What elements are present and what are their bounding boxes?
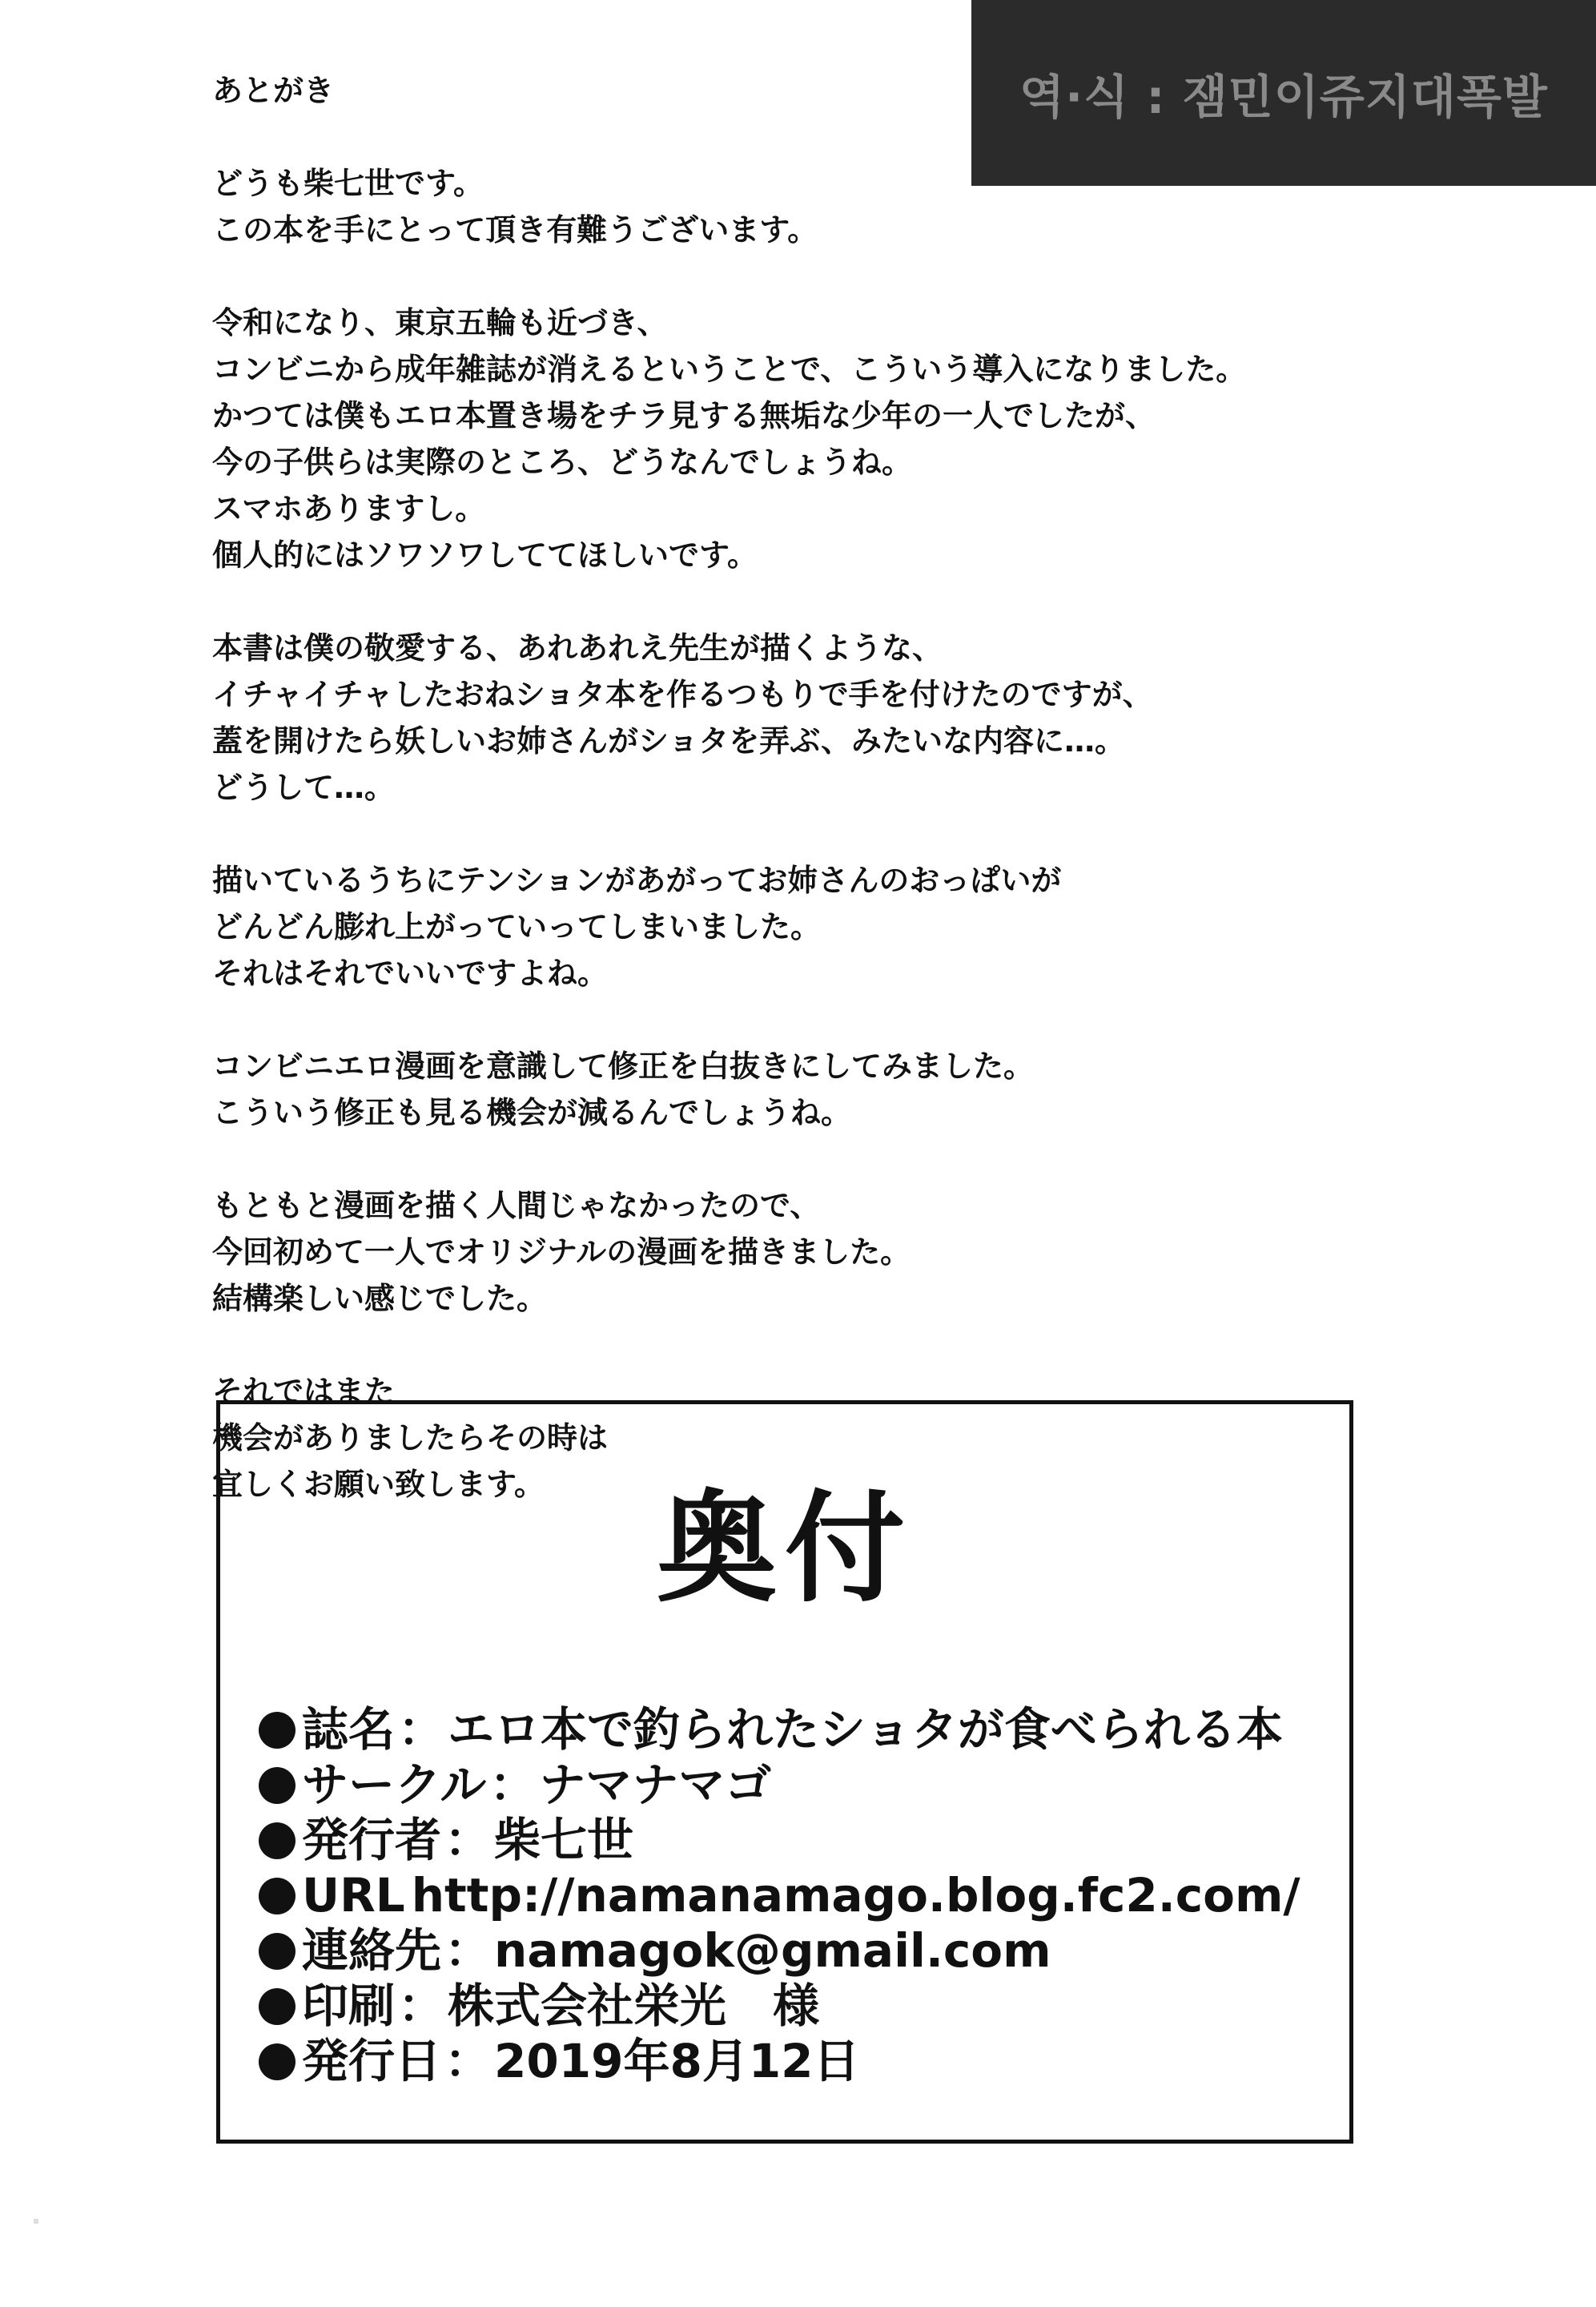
afterword-paragraph <box>212 300 1413 578</box>
colophon-separator: ： <box>398 1979 445 2033</box>
afterword-line: 本書は僕の敬愛する、あれあれえ先生が描くような、 <box>212 630 943 666</box>
afterword-line: それではまた <box>212 1374 396 1409</box>
colophon-label: 連絡先 <box>302 1923 442 1978</box>
colophon-box <box>216 1400 1353 2144</box>
afterword-line: もともと漫画を描く人間じゃなかったので、 <box>212 1188 821 1223</box>
colophon-value: 2019年8月12日 <box>494 2034 860 2088</box>
afterword-paragraph <box>212 625 1413 811</box>
afterword-line: それはそれでいいですよね。 <box>212 956 609 991</box>
colophon-item-title <box>259 1702 1332 1757</box>
colophon-label: サークル <box>302 1757 487 1812</box>
afterword-line: 宜しくお願い致します。 <box>212 1467 545 1502</box>
afterword-line: どうも柴七世です。 <box>212 166 484 201</box>
afterword-line: イチャイチャしたおねショタ本を作るつもりで手を付けたのですが、 <box>212 677 1153 712</box>
afterword-line: 機会がありましたらその時は <box>212 1420 609 1455</box>
colophon-email-value: namagok@gmail.com <box>494 1923 1051 1978</box>
afterword-line: スマホありますし。 <box>212 491 486 526</box>
colophon-label: 誌名 <box>302 1702 396 1757</box>
translator-credit: 역·식 : 잼민이쥬지대폭발 <box>1019 70 1548 124</box>
colophon-label: 印刷 <box>302 1979 396 2033</box>
colophon-label: 発行者 <box>302 1813 442 1867</box>
afterword-heading: あとがき <box>212 73 335 108</box>
colophon-value: ナマナマゴ <box>539 1757 772 1812</box>
colophon-list <box>259 1702 1332 2089</box>
colophon-label: 発行日 <box>302 2034 442 2088</box>
bullet-icon <box>259 1767 295 1804</box>
afterword <box>212 67 1413 1508</box>
scan-speck <box>34 2219 38 2224</box>
afterword-line: かつては僕もエロ本置き場をチラ見する無垢な少年の一人でしたが、 <box>212 398 1156 433</box>
colophon-item-publisher <box>259 1813 1332 1868</box>
afterword-line: コンビニエロ漫画を意識して修正を白抜きにしてみました。 <box>212 1049 1035 1084</box>
afterword-paragraph <box>212 160 1413 253</box>
afterword-line: こういう修正も見る機会が減るんでしょうね。 <box>212 1095 852 1130</box>
colophon-separator: ： <box>398 1702 445 1757</box>
afterword-paragraph <box>212 1043 1413 1136</box>
bullet-icon <box>259 1712 295 1749</box>
colophon-value: 柴七世 <box>494 1813 634 1867</box>
bullet-icon <box>259 1933 295 1970</box>
colophon-item-date <box>259 2034 1332 2089</box>
colophon-title: 奥付 <box>656 1478 913 1619</box>
afterword-line: 今の子供らは実際のところ、どうなんでしょうね。 <box>212 445 913 480</box>
afterword-line: 描いているうちにテンションがあがってお姉さんのおっぱいが <box>212 863 1062 898</box>
afterword-line: 今回初めて一人でオリジナルの漫画を描きました。 <box>212 1234 911 1270</box>
afterword-line: どんどん膨れ上がっていってしまいました。 <box>212 909 822 944</box>
colophon-label: URL <box>302 1868 405 1922</box>
colophon-item-contact <box>259 1923 1332 1979</box>
colophon-value: 株式会社栄光 様 <box>448 1979 820 2033</box>
bullet-icon <box>259 1878 295 1914</box>
bullet-icon <box>259 2043 295 2080</box>
afterword-line: 令和になり、東京五輪も近づき、 <box>212 305 668 340</box>
afterword-line: 結構楽しい感じでした。 <box>212 1281 548 1316</box>
afterword-line: 個人的にはソワソワしててほしいです。 <box>212 537 758 573</box>
colophon-item-url <box>259 1868 1332 1923</box>
colophon-value: エロ本で釣られたショタが食べられる本 <box>448 1702 1283 1757</box>
colophon-item-circle <box>259 1757 1332 1813</box>
bullet-icon <box>259 1822 295 1859</box>
bullet-icon <box>259 1988 295 2025</box>
colophon-item-printer <box>259 1979 1332 2034</box>
colophon-separator: ： <box>444 2034 492 2088</box>
colophon-url-value: http://namanamago.blog.fc2.com/ <box>411 1868 1301 1922</box>
afterword-paragraph <box>212 1182 1413 1322</box>
afterword-line: コンビニから成年雑誌が消えるということで、こういう導入になりました。 <box>212 352 1247 387</box>
afterword-line: この本を手にとって頂き有難うございます。 <box>212 212 818 248</box>
colophon-separator: ： <box>489 1757 537 1812</box>
afterword-line: 蓋を開けたら妖しいお姉さんがショタを弄ぶ、みたいな内容に…。 <box>212 723 1126 759</box>
colophon-separator: ： <box>444 1923 492 1978</box>
afterword-line: どうして…。 <box>212 770 396 805</box>
colophon-separator: ： <box>444 1813 492 1867</box>
afterword-paragraph <box>212 857 1413 996</box>
